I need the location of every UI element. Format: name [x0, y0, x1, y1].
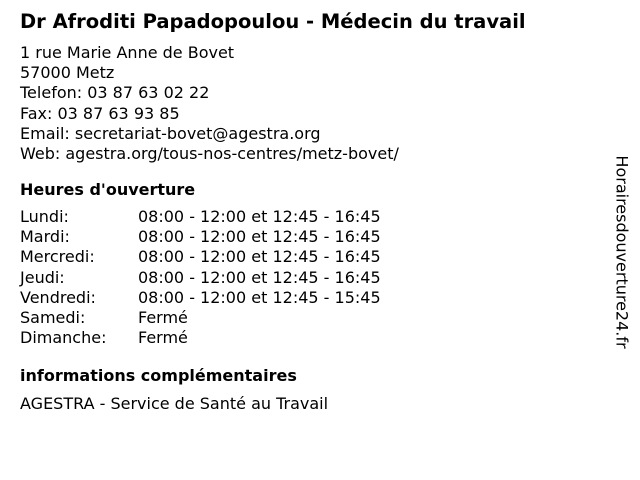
hours-day: Vendredi:	[20, 287, 96, 307]
page-title: Dr Afroditi Papadopoulou - Médecin du travail	[20, 10, 526, 33]
hours-row	[20, 288, 381, 308]
hours-day: Samedi:	[20, 307, 86, 327]
hours-row	[20, 207, 381, 227]
extra-info-text: AGESTRA - Service de Santé au Travail	[20, 393, 329, 413]
hours-table	[20, 207, 381, 348]
phone-text: Telefon: 03 87 63 02 22	[20, 83, 210, 103]
hours-row	[20, 247, 381, 267]
hours-time: 08:00 - 12:00 et 12:45 - 16:45	[138, 267, 381, 287]
web-text: Web: agestra.org/tous-nos-centres/metz-bovet/	[20, 144, 399, 164]
site-watermark: Horairesdouverture24.fr	[612, 155, 632, 349]
hours-row	[20, 308, 381, 328]
hours-row	[20, 268, 381, 288]
hours-day: Dimanche:	[20, 327, 107, 347]
hours-heading: Heures d'ouverture	[20, 180, 196, 200]
extra-info-heading: informations complémentaires	[20, 365, 297, 385]
hours-time: 08:00 - 12:00 et 12:45 - 16:45	[138, 247, 381, 267]
hours-time: Fermé	[138, 327, 188, 347]
hours-row	[20, 328, 381, 348]
hours-time: 08:00 - 12:00 et 12:45 - 16:45	[138, 227, 381, 247]
address-block	[20, 43, 600, 164]
hours-time: Fermé	[138, 307, 188, 327]
hours-day: Mercredi:	[20, 247, 95, 267]
hours-time: 08:00 - 12:00 et 12:45 - 15:45	[138, 287, 381, 307]
hours-day: Lundi:	[20, 207, 69, 227]
fax-text: Fax: 03 87 63 93 85	[20, 103, 180, 123]
hours-row	[20, 227, 381, 247]
address-street: 1 rue Marie Anne de Bovet	[20, 43, 235, 62]
email-text: Email: secretariat-bovet@agestra.org	[20, 123, 321, 143]
hours-day: Mardi:	[20, 227, 70, 247]
hours-day: Jeudi:	[20, 267, 65, 287]
hours-time: 08:00 - 12:00 et 12:45 - 16:45	[138, 207, 381, 227]
address-city: 57000 Metz	[20, 63, 115, 83]
doctor-info-card	[20, 9, 600, 414]
